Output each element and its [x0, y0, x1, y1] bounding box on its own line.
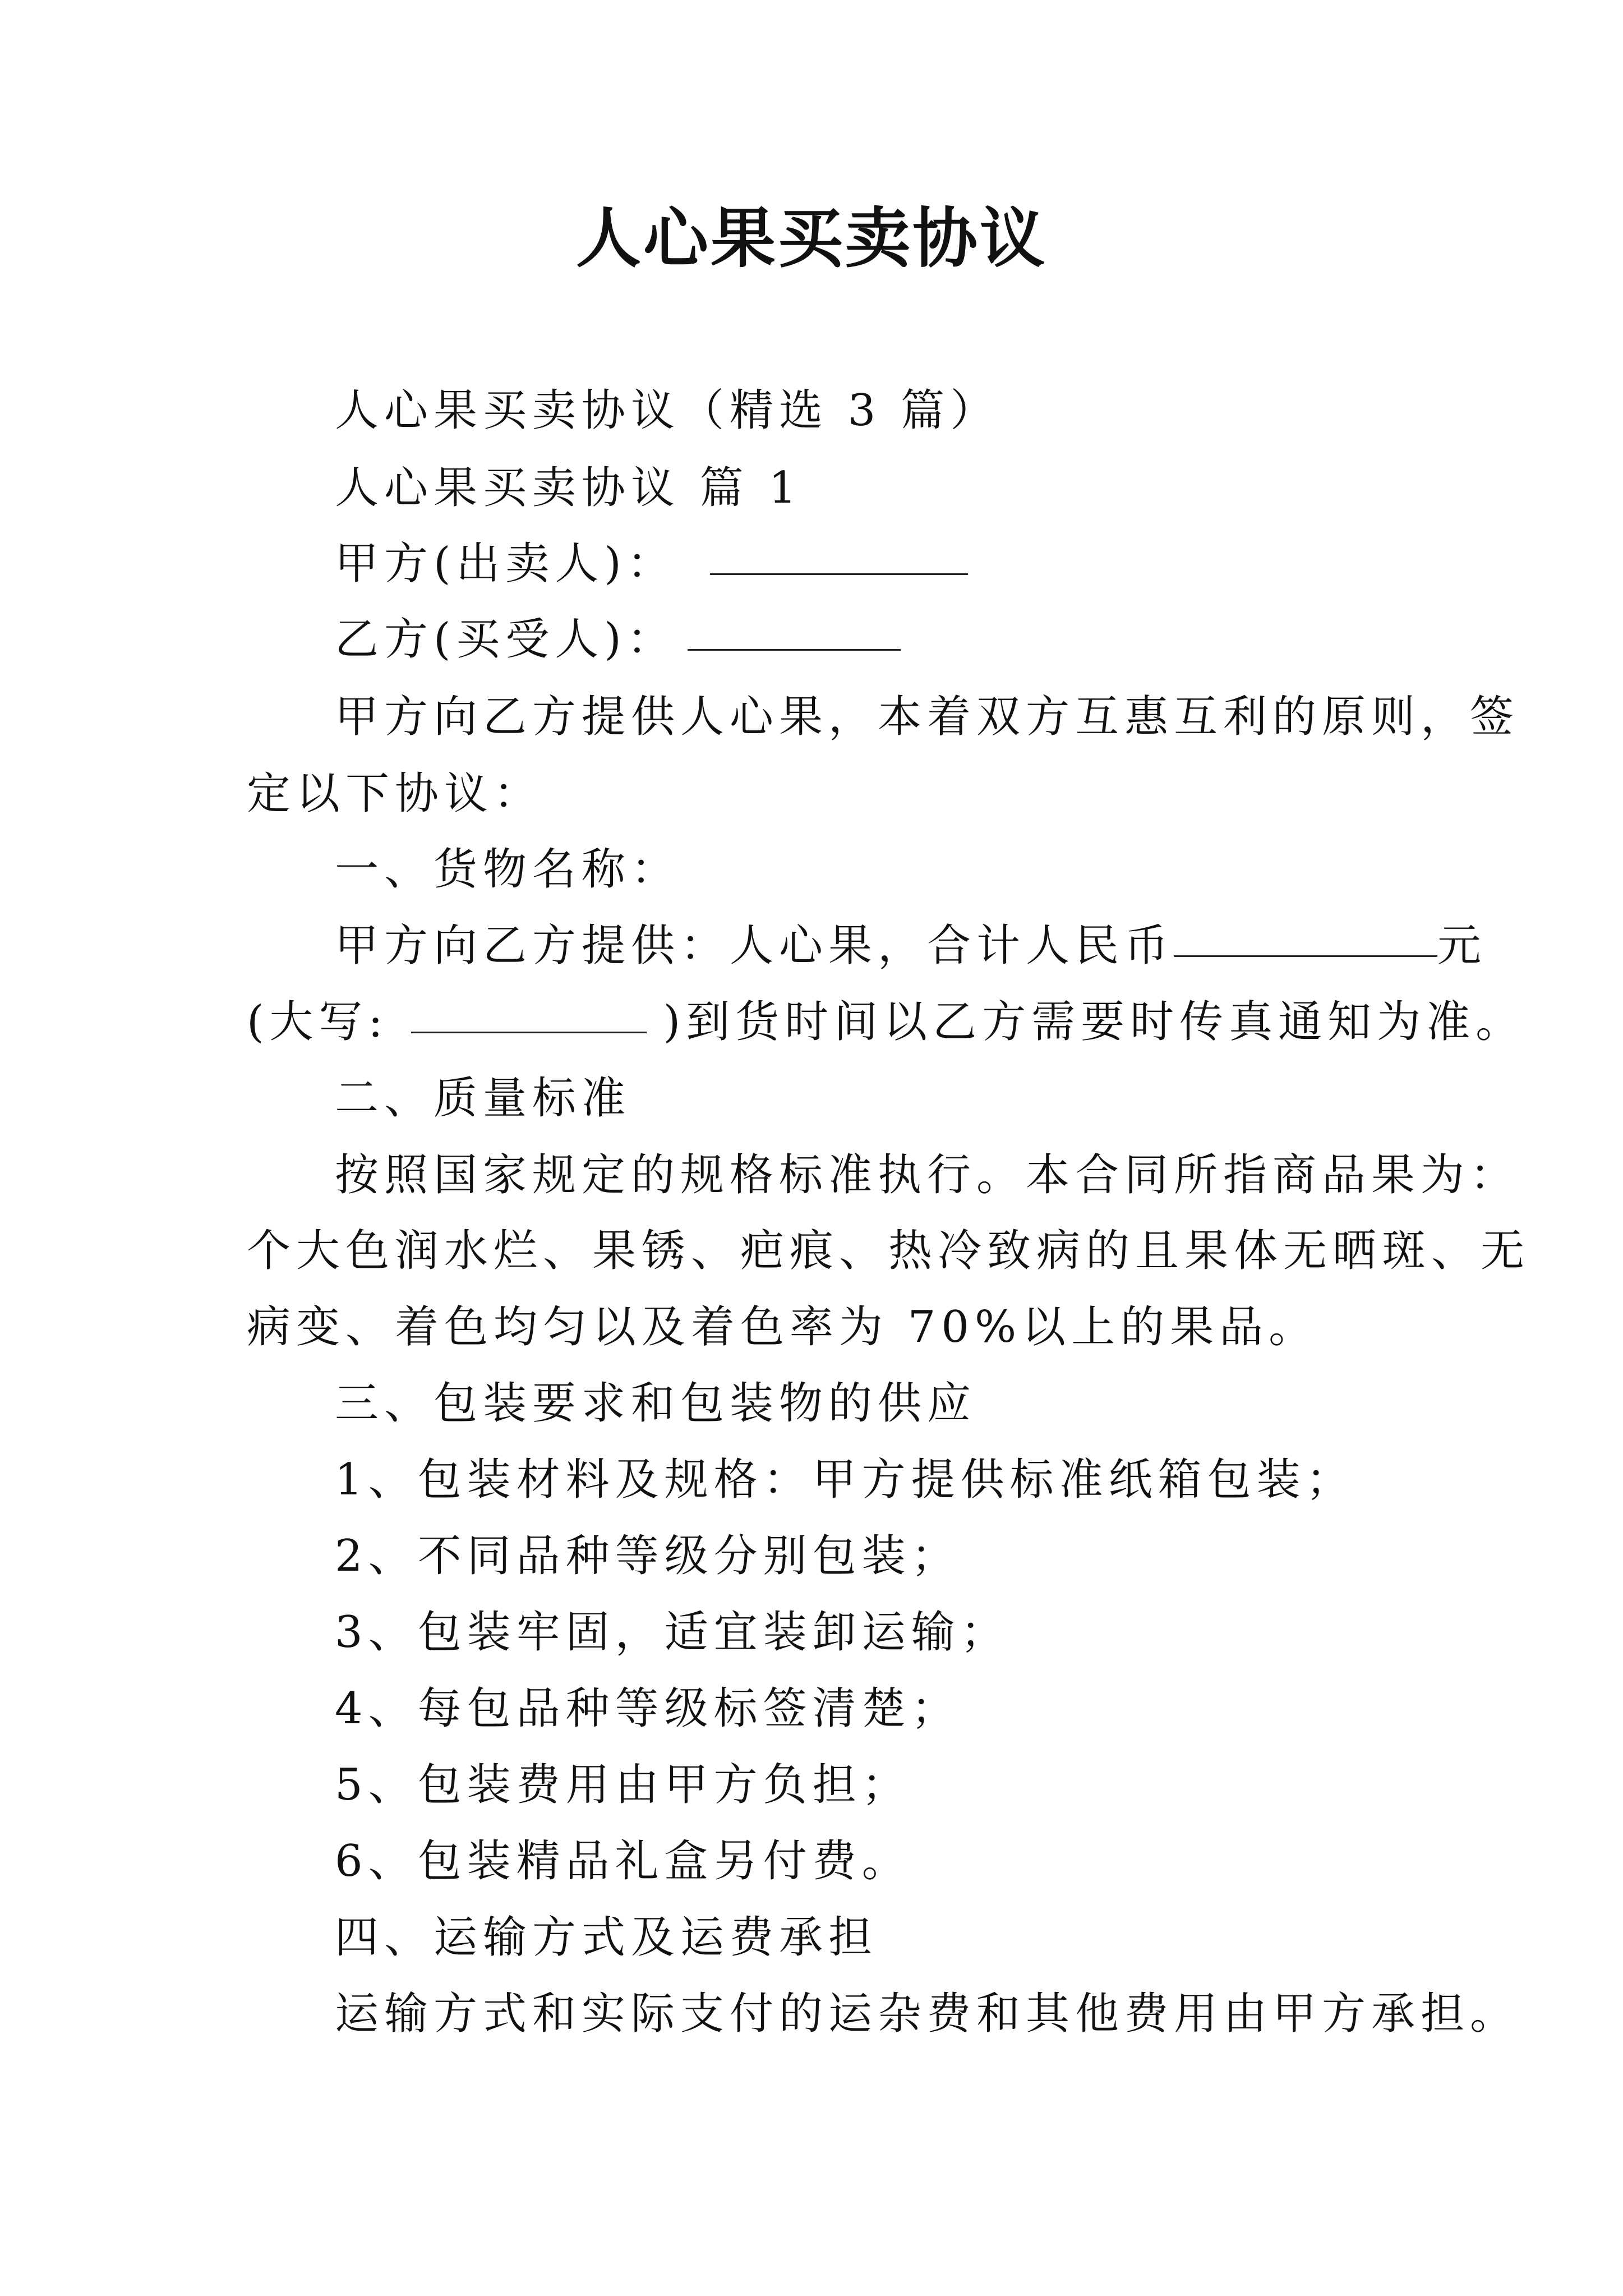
section-2-line-3: 病变、着色均匀以及着色率为 70%以上的果品。	[247, 1302, 1318, 1352]
party-a-line	[335, 536, 968, 592]
party-b-line	[335, 611, 901, 668]
amount-blank	[1174, 955, 1437, 957]
section-4-line-1: 运输方式和实际支付的运杂费和其他费用由甲方承担。	[335, 1989, 1520, 2039]
section-1-line-1	[335, 918, 1487, 974]
intro-paragraph-line-2: 定以下协议：	[247, 769, 543, 819]
list-item: 2、不同品种等级分别包装；	[335, 1531, 961, 1581]
section-heading: 人心果买卖协议 篇 1	[335, 463, 803, 513]
list-item: 4、每包品种等级标签清楚；	[335, 1683, 961, 1734]
section-1-heading: 一、货物名称：	[335, 844, 681, 895]
section-1-line-2	[247, 994, 1525, 1050]
party-b-blank	[688, 648, 901, 651]
section-3-heading: 三、包装要求和包装物的供应	[335, 1378, 977, 1429]
section-1-line-1-text: 甲方向乙方提供：人心果，合计人民币	[335, 921, 1174, 971]
list-item: 1、包装材料及规格：甲方提供标准纸箱包装；	[335, 1455, 1355, 1505]
section-1-line-1-unit: 元	[1437, 921, 1487, 971]
document-subtitle: 人心果买卖协议（精选 3 篇）	[335, 385, 1000, 436]
party-a-blank	[710, 573, 968, 575]
section-2-line-2: 个大色润水烂、果锈、疤痕、热冷致病的且果体无晒斑、无	[247, 1226, 1530, 1276]
list-item: 6、包装精品礼盒另付费。	[335, 1836, 911, 1887]
list-item: 5、包装费用由甲方负担；	[335, 1760, 911, 1810]
amount-words-blank	[411, 1031, 647, 1033]
section-2-heading: 二、质量标准	[335, 1073, 631, 1124]
party-a-label: 甲方(出卖人)：	[335, 539, 676, 589]
intro-paragraph-line-1: 甲方向乙方提供人心果，本着双方互惠互利的原则，签	[335, 692, 1520, 742]
section-4-heading: 四、运输方式及运费承担	[335, 1912, 878, 1963]
party-b-label: 乙方(买受人)：	[335, 614, 676, 665]
section-1-line-2-text: (大写:	[247, 997, 389, 1047]
document-title: 人心果买卖协议	[576, 200, 1047, 277]
section-1-line-2-tail: )到货时间以乙方需要时传真通知为准。	[663, 997, 1525, 1047]
section-2-line-1: 按照国家规定的规格标准执行。本合同所指商品果为：	[335, 1150, 1520, 1200]
list-item: 3、包装牢固，适宜装卸运输；	[335, 1607, 1010, 1658]
